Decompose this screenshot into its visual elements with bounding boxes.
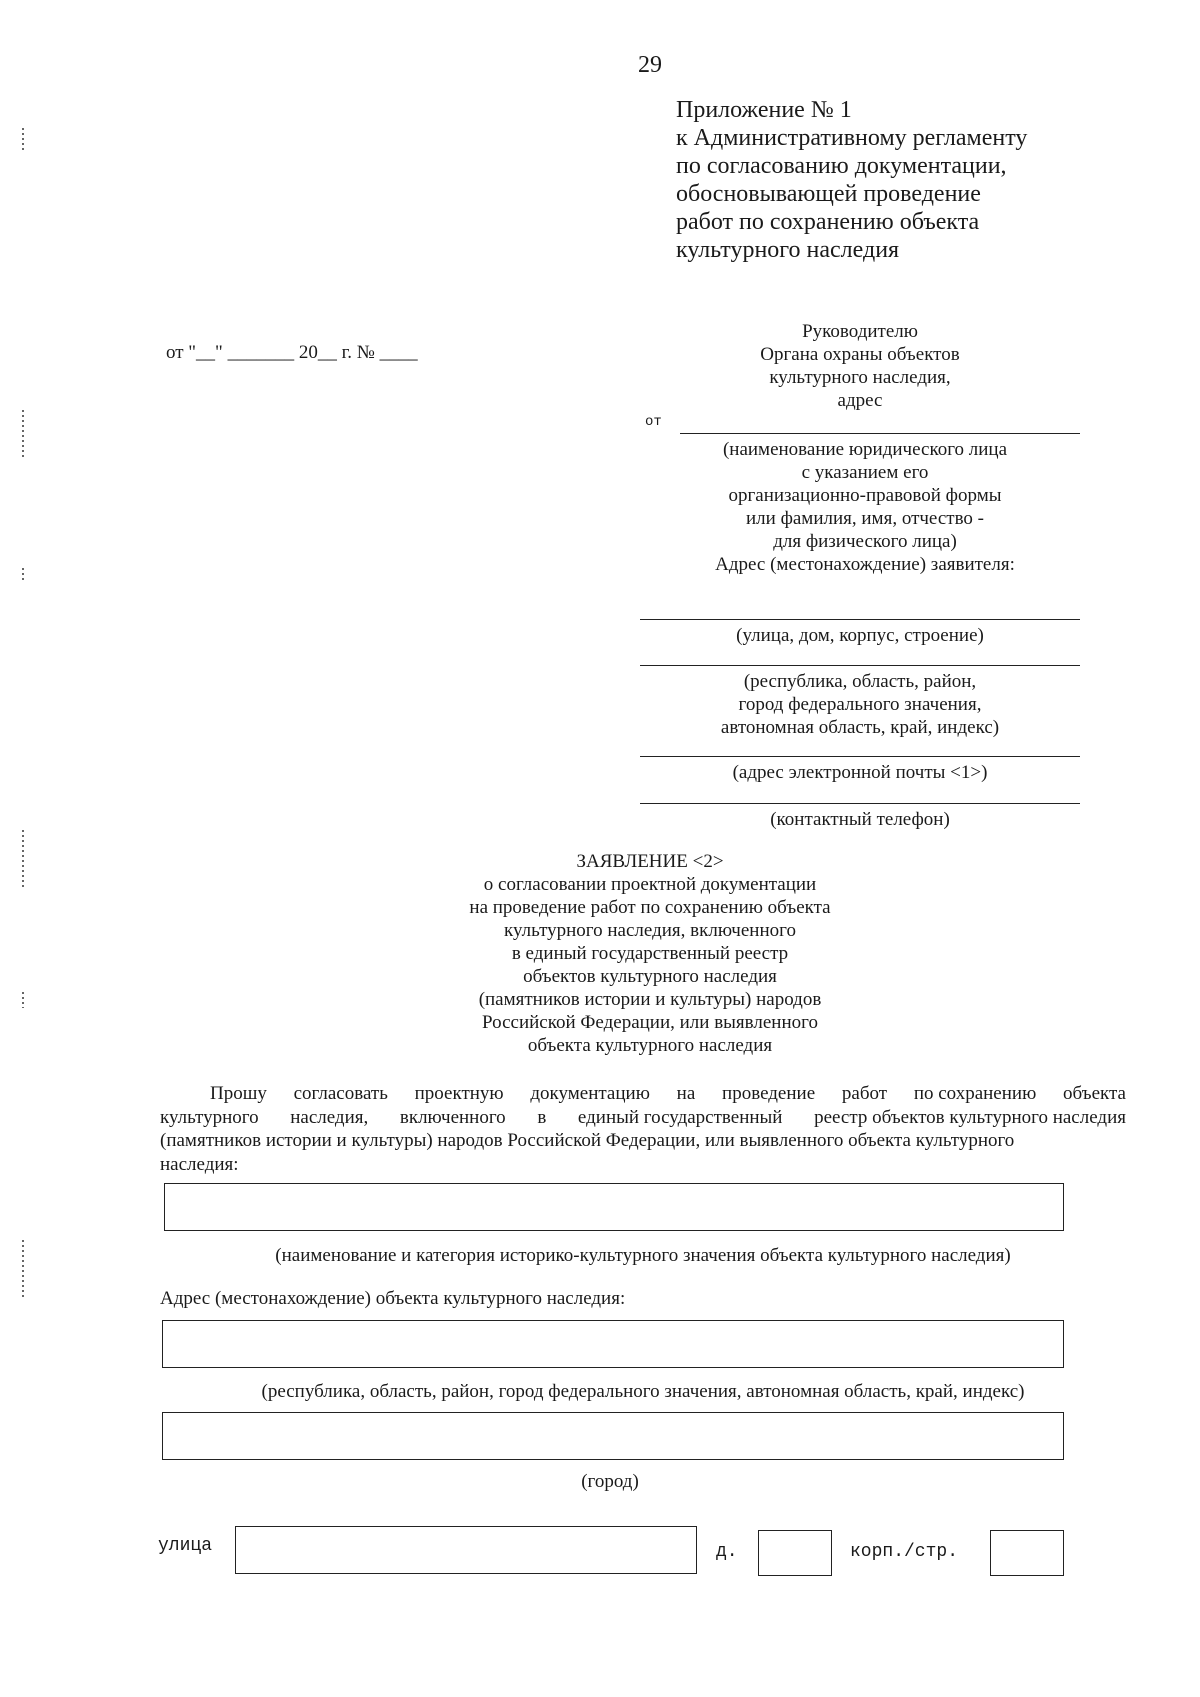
- city-caption: (город): [581, 1471, 639, 1492]
- appendix-line: Приложение № 1: [676, 97, 852, 123]
- building-field[interactable]: [990, 1530, 1064, 1576]
- applicant-street-line[interactable]: [640, 619, 1080, 620]
- scan-mark: [22, 992, 24, 1008]
- statement-title-block: ЗАЯВЛЕНИЕ <2> о согласовании проектной документации на проведение работ по сохранению объекта культурного наследия, включенного в единый государственный реестр объектов культурного наследия (памятников истории и культуры) народов Российской Федерации, или выявленного объекта культурного наследия: [300, 850, 1000, 1057]
- building-label: корп./стр.: [850, 1542, 959, 1562]
- applicant-name-caption: (наименование юридического лица с указанием его организационно-правовой формы или фамилия, имя, отчество - для физического лица) Адрес (местонахождение) заявителя:: [715, 439, 1015, 575]
- object-name-caption: (наименование и категория историко-культурного значения объекта культурного наследия): [275, 1245, 1011, 1266]
- recipient-line: культурного наследия,: [769, 367, 951, 388]
- phone-caption: (контактный телефон): [770, 809, 950, 830]
- statement-title: ЗАЯВЛЕНИЕ <2>: [576, 851, 724, 872]
- applicant-name-line[interactable]: [680, 433, 1080, 434]
- object-region-caption: (республика, область, район, город федерального значения, автономная область, край, индекс): [261, 1381, 1025, 1402]
- recipient-block: [640, 320, 1080, 412]
- appendix-line: по согласованию документации,: [676, 153, 1007, 179]
- object-name-field[interactable]: [164, 1183, 1064, 1231]
- applicant-email-line[interactable]: [640, 756, 1080, 757]
- street-label: улица: [158, 1536, 213, 1556]
- applicant-phone-line[interactable]: [640, 803, 1080, 804]
- object-region-field[interactable]: [162, 1320, 1064, 1368]
- page-number: 29: [638, 52, 662, 78]
- scan-mark: [22, 568, 24, 580]
- street-field[interactable]: [235, 1526, 697, 1574]
- appendix-line: обосновывающей проведение: [676, 181, 981, 207]
- object-address-label: Адрес (местонахождение) объекта культурного наследия:: [160, 1288, 626, 1309]
- paragraph-line: культурного наследия, включенного в единый государственный реестр объектов культурного наследия: [160, 1106, 1126, 1128]
- region-caption: (республика, область, район, город федерального значения, автономная область, край, индекс): [720, 671, 1000, 738]
- appendix-line: к Административному регламенту: [676, 125, 1028, 151]
- appendix-header: [676, 96, 1156, 264]
- object-city-field[interactable]: [162, 1412, 1064, 1460]
- recipient-line: адрес: [837, 390, 883, 411]
- paragraph-line: (памятников истории и культуры) народов Российской Федерации, или выявленного объекта культурного: [160, 1130, 1015, 1151]
- request-paragraph: [160, 1082, 1126, 1176]
- paragraph-line: Прошу согласовать проектную документацию на проведение работ по сохранению объекта: [210, 1083, 1126, 1104]
- scan-mark: [22, 830, 24, 890]
- scan-mark: [22, 128, 24, 150]
- from-label: от: [645, 414, 662, 430]
- appendix-line: культурного наследия: [676, 237, 900, 263]
- house-label: д.: [716, 1542, 738, 1562]
- recipient-line: Органа охраны объектов: [760, 344, 960, 365]
- scan-mark: [22, 1240, 24, 1300]
- house-field[interactable]: [758, 1530, 832, 1576]
- street-caption: (улица, дом, корпус, строение): [736, 625, 984, 646]
- scan-mark: [22, 410, 24, 460]
- appendix-line: работ по сохранению объекта: [676, 209, 980, 235]
- paragraph-line: наследия:: [160, 1153, 239, 1175]
- date-number-line: от "__" _______ 20__ г. № ____: [166, 342, 418, 363]
- email-caption: (адрес электронной почты <1>): [732, 762, 988, 783]
- applicant-region-line[interactable]: [640, 665, 1080, 666]
- recipient-line: Руководителю: [802, 321, 918, 342]
